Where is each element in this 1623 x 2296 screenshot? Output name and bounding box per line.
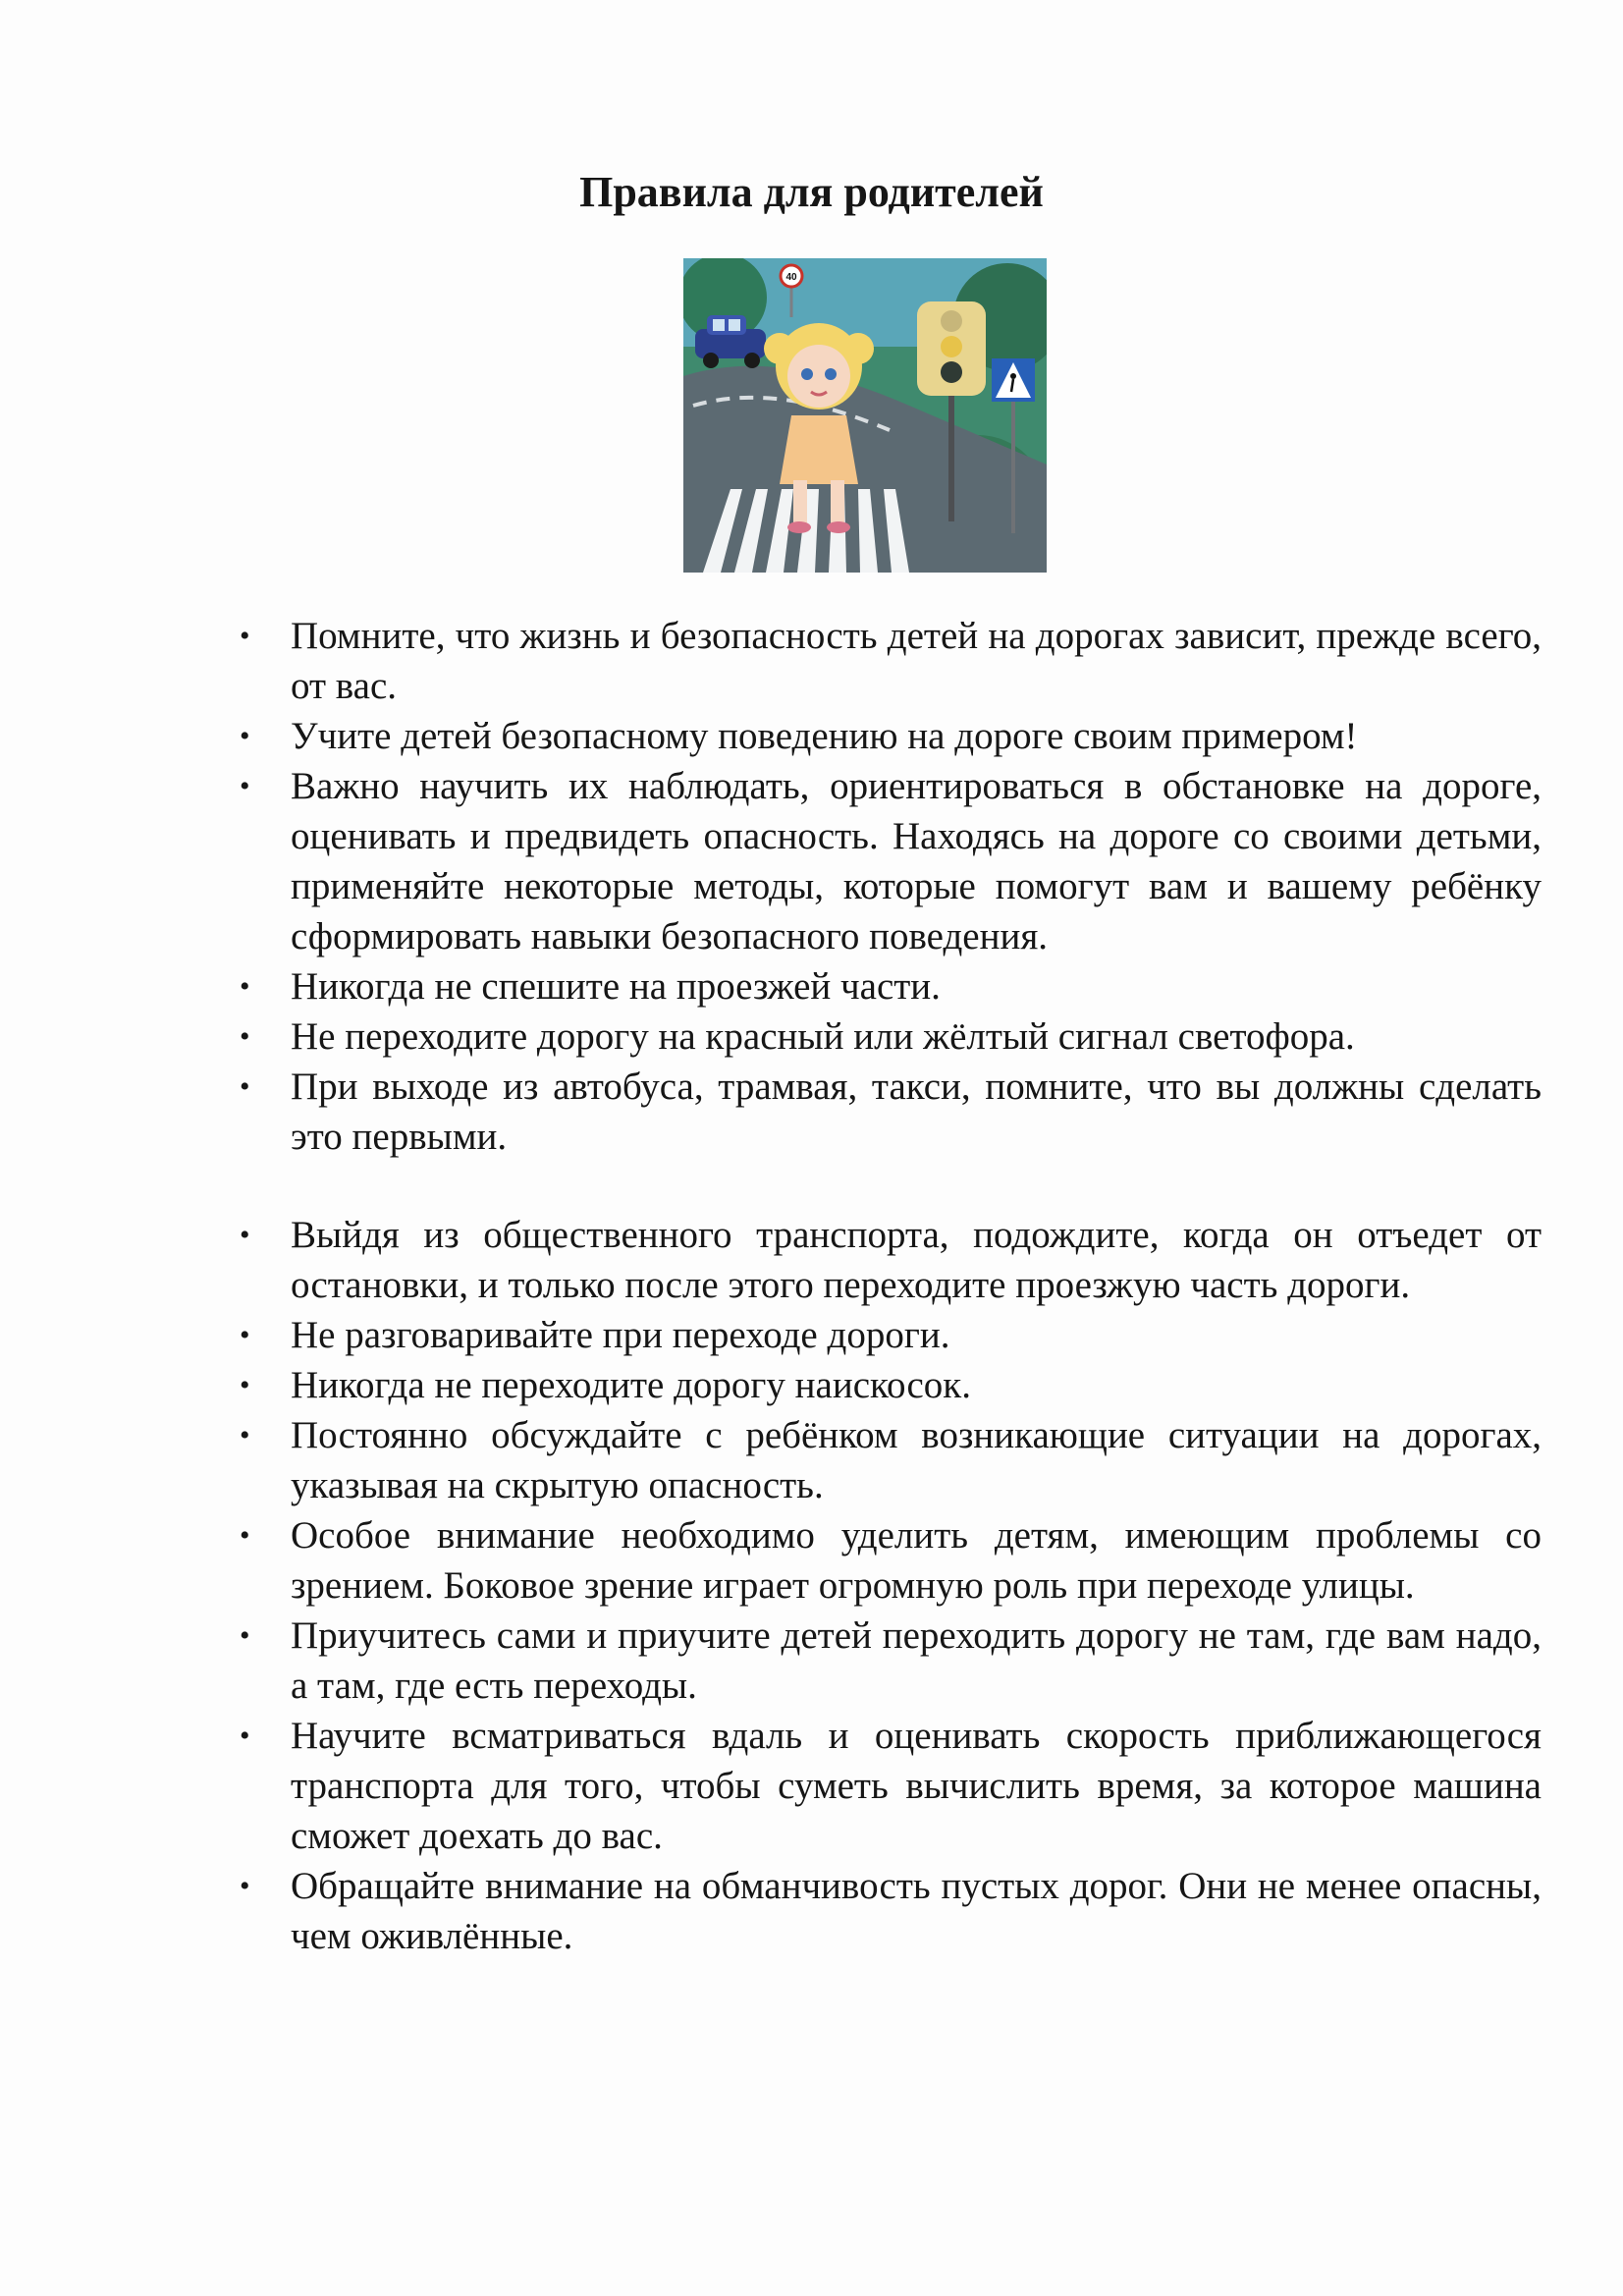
rule-item: • Приучитесь сами и приучите детей переходить дорогу не там, где вам надо, а там, где есть переходы.: [236, 1611, 1542, 1711]
rule-item: • Выйдя из общественного транспорта, подождите, когда он отъедет от остановки, и только после этого переходите проезжую часть дороги.: [236, 1210, 1542, 1310]
child-crossing-road-illustration: [683, 258, 1047, 573]
speed-limit-sign-text: 40: [785, 272, 797, 283]
rule-item: • Не переходите дорогу на красный или жёлтый сигнал светофора.: [236, 1011, 1542, 1062]
rule-item: • Никогда не спешите на проезжей части.: [236, 961, 1542, 1011]
rule-item: • Не разговаривайте при переходе дороги.: [236, 1310, 1542, 1360]
rule-item: • Помните, что жизнь и безопасность детей на дорогах зависит, прежде всего, от вас.: [236, 611, 1542, 711]
rule-item: • Постоянно обсуждайте с ребёнком возникающие ситуации на дорогах, указывая на скрытую опасность.: [236, 1410, 1542, 1510]
rule-item: • При выходе из автобуса, трамвая, такси, помните, что вы должны сделать это первыми.: [236, 1062, 1542, 1162]
page-title: Правила для родителей: [579, 168, 1044, 216]
rule-item: • Никогда не переходите дорогу наискосок.: [236, 1360, 1542, 1410]
rules-list: [236, 611, 1542, 1961]
rule-item: • Научите всматриваться вдаль и оценивать скорость приближающегося транспорта для того, чтобы суметь вычислить время, за которое машина сможет доехать до вас.: [236, 1711, 1542, 1861]
rule-item: • Важно научить их наблюдать, ориентироваться в обстановке на дороге, оценивать и предвидеть опасность. Находясь на дороге со своими детьми, применяйте некоторые методы, которые помогут вам и вашему ребёнку сформировать навыки безопасного поведения.: [236, 761, 1542, 961]
rule-item: • Учите детей безопасному поведению на дороге своим примером!: [236, 711, 1542, 761]
rule-item: • Обращайте внимание на обманчивость пустых дорог. Они не менее опасны, чем оживлённые.: [236, 1861, 1542, 1961]
rule-item: • Особое внимание необходимо уделить детям, имеющим проблемы со зрением. Боковое зрение играет огромную роль при переходе улицы.: [236, 1510, 1542, 1611]
